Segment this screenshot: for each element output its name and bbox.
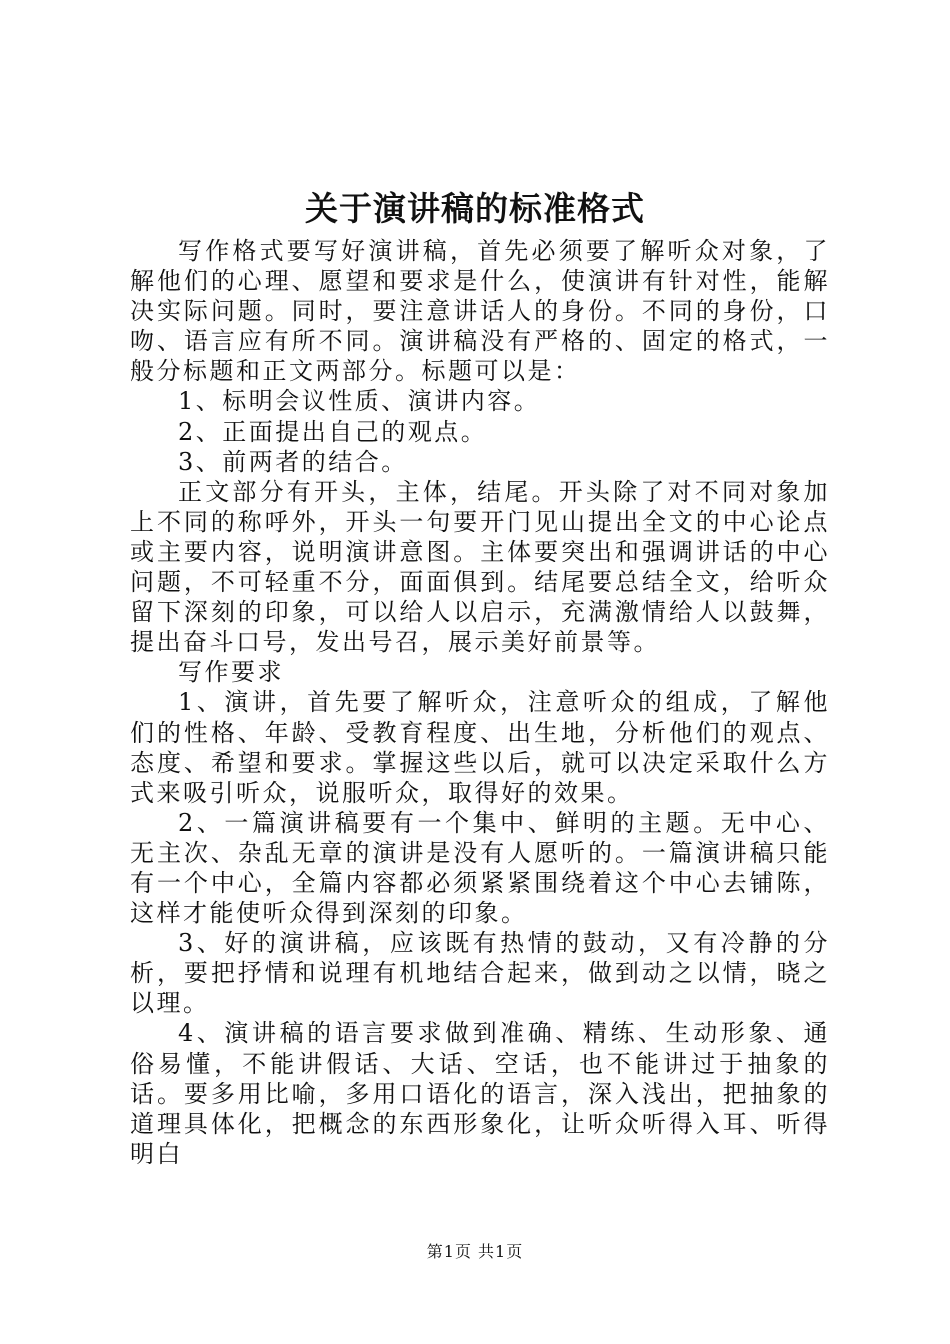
document-title: 关于演讲稿的标准格式 (305, 189, 645, 228)
requirement-item-4: 4、演讲稿的语言要求做到准确、精练、生动形象、通俗易懂，不能讲假话、大话、空话，也不能讲过于抽象的话。要多用比喻，多用口语化的语言，深入浅出，把抽象的道理具体化，把概念的东西形象化，让听众听得入耳、听得明白 (130, 1019, 830, 1168)
paragraph-body-structure: 正文部分有开头，主体，结尾。开头除了对不同对象加上不同的称呼外，开头一句要开门见山提出全文的中心论点或主要内容，说明演讲意图。主体要突出和强调讲话的中心问题，不可轻重不分，面面俱到。结尾要总结全文，给听众留下深刻的印象，可以给人以启示，充满激情给人以鼓舞，提出奋斗口号，发出号召，展示美好前景等。 (130, 477, 830, 657)
page-footer: 第1页 共1页 (426, 1242, 524, 1261)
paragraph-intro: 写作格式要写好演讲稿，首先必须要了解听众对象，了解他们的心理、愿望和要求是什么，使演讲有针对性，能解决实际问题。同时，要注意讲话人的身份。不同的身份，口吻、语言应有所不同。演讲稿没有严格的、固定的格式，一般分标题和正文两部分。标题可以是： (130, 237, 830, 386)
requirement-item-3: 3、好的演讲稿，应该既有热情的鼓动，又有冷静的分析，要把抒情和说理有机地结合起来，做到动之以情，晓之以理。 (130, 929, 830, 1018)
section-heading-requirements: 写作要求 (178, 658, 284, 687)
document-body (130, 236, 830, 1169)
list-item-title-option-1: 1、标明会议性质、演讲内容。 (178, 387, 541, 416)
requirement-item-2: 2、一篇演讲稿要有一个集中、鲜明的主题。无中心、无主次、杂乱无章的演讲是没有人愿听的。一篇演讲稿只能有一个中心，全篇内容都必须紧紧围绕着这个中心去铺陈，这样才能使听众得到深刻的印象。 (130, 808, 830, 928)
list-item-title-option-2: 2、正面提出自己的观点。 (178, 417, 488, 446)
list-item-title-option-3: 3、前两者的结合。 (178, 447, 408, 476)
requirement-item-1: 1、演讲，首先要了解听众，注意听众的组成，了解他们的性格、年龄、受教育程度、出生地，分析他们的观点、态度、希望和要求。掌握这些以后，就可以决定采取什么方式来吸引听众，说服听众，取得好的效果。 (130, 688, 830, 807)
